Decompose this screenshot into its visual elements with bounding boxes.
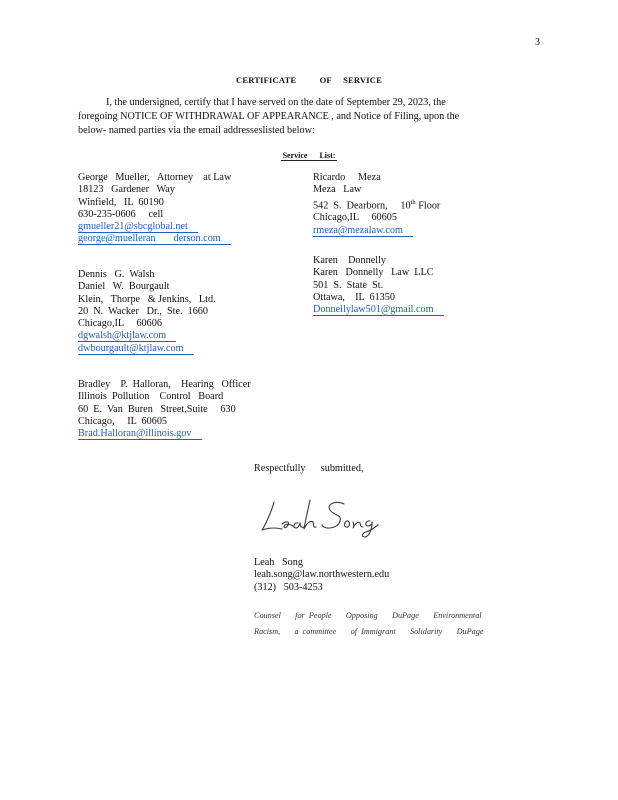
recipient-line: Chicago,IL 60605	[313, 212, 397, 224]
recipient-line: Ricardo Meza	[313, 172, 381, 183]
page-number: 3	[535, 37, 540, 48]
signer-phone: (312) 503-4253	[254, 581, 323, 593]
counsel-line-2: Racism, a committee of Immigrant Solidarity DuPage	[254, 627, 484, 636]
recipient-line: Meza Law	[313, 184, 362, 196]
recipient-line: Karen Donnelly	[313, 255, 386, 266]
signer-email: leah.song@law.northwestern.edu	[254, 569, 390, 581]
email-link[interactable]: Brad.Halloran@illinois.gov	[78, 428, 202, 440]
address-prefix: 542 S. Dearborn, 10	[313, 199, 411, 211]
email-link[interactable]: Donnellylaw501@gmail.com	[313, 304, 444, 316]
intro-line-3: below- named parties via the email addresseslisted below:	[78, 125, 315, 136]
email-link[interactable]: george@muelleran derson.com	[78, 233, 231, 245]
recipient-line: Illinois Pollution Control Board	[78, 391, 224, 403]
email-link[interactable]: gmueller21@sbcglobal.net	[78, 221, 198, 233]
recipient-mueller	[78, 172, 231, 246]
recipient-address-line	[313, 197, 440, 213]
recipient-donnelly	[313, 255, 444, 316]
intro-paragraph	[78, 96, 523, 138]
recipient-walsh-bourgault	[78, 269, 216, 355]
recipient-line: 501 S. State St.	[313, 279, 384, 291]
recipient-line: Dennis G. Walsh	[78, 269, 155, 280]
recipient-line: Daniel W. Bourgault	[78, 281, 170, 293]
service-list-heading	[0, 151, 618, 160]
recipient-line: Klein, Thorpe & Jenkins, Ltd.	[78, 293, 216, 305]
signer-name: Leah Song	[254, 557, 303, 568]
recipient-line: Karen Donnelly Law LLC	[313, 267, 434, 279]
closing-text: Respectfully submitted,	[254, 463, 364, 474]
intro-line-1: I, the undersigned, certify that I have served on the date of September 29, 2023, the	[106, 97, 446, 108]
recipient-line: George Mueller, Attorney at Law	[78, 172, 232, 183]
email-link[interactable]: rmeza@mezalaw.com	[313, 225, 413, 237]
recipient-line: Winfield, IL 60190	[78, 196, 164, 208]
recipient-line: 630-235-0606 cell	[78, 208, 164, 220]
service-list-heading-text: Service List:	[282, 151, 336, 160]
email-link[interactable]: dwbourgault@ktjlaw.com	[78, 343, 194, 355]
signer-block	[254, 557, 389, 594]
certificate-title: CERTIFICATE OF SERVICE	[236, 75, 382, 85]
recipient-line: Ottawa, IL 61350	[313, 291, 395, 303]
counsel-line-1: Counsel for People Opposing DuPage Environmental	[254, 611, 482, 620]
recipient-line: Chicago,IL 60606	[78, 318, 162, 330]
recipient-line: Bradley P. Halloran, Hearing Officer	[78, 379, 251, 390]
recipient-line: 18123 Gardener Way	[78, 184, 175, 196]
recipient-line: 60 E. Van Buren Street,Suite 630	[78, 403, 236, 415]
recipient-meza	[313, 172, 440, 237]
email-link[interactable]: dgwalsh@ktjlaw.com	[78, 330, 176, 342]
handwritten-signature	[252, 490, 384, 540]
address-suffix: Floor	[415, 199, 441, 211]
address-superscript: th	[410, 198, 416, 206]
recipient-line: 20 N. Wacker Dr., Ste. 1660	[78, 305, 208, 317]
counsel-for	[254, 608, 498, 640]
recipient-line: Chicago, IL 60605	[78, 415, 168, 427]
recipient-halloran	[78, 379, 251, 440]
intro-line-2: foregoing NOTICE OF WITHDRAWAL OF APPEARANCE , and Notice of Filing, upon the	[78, 111, 460, 122]
